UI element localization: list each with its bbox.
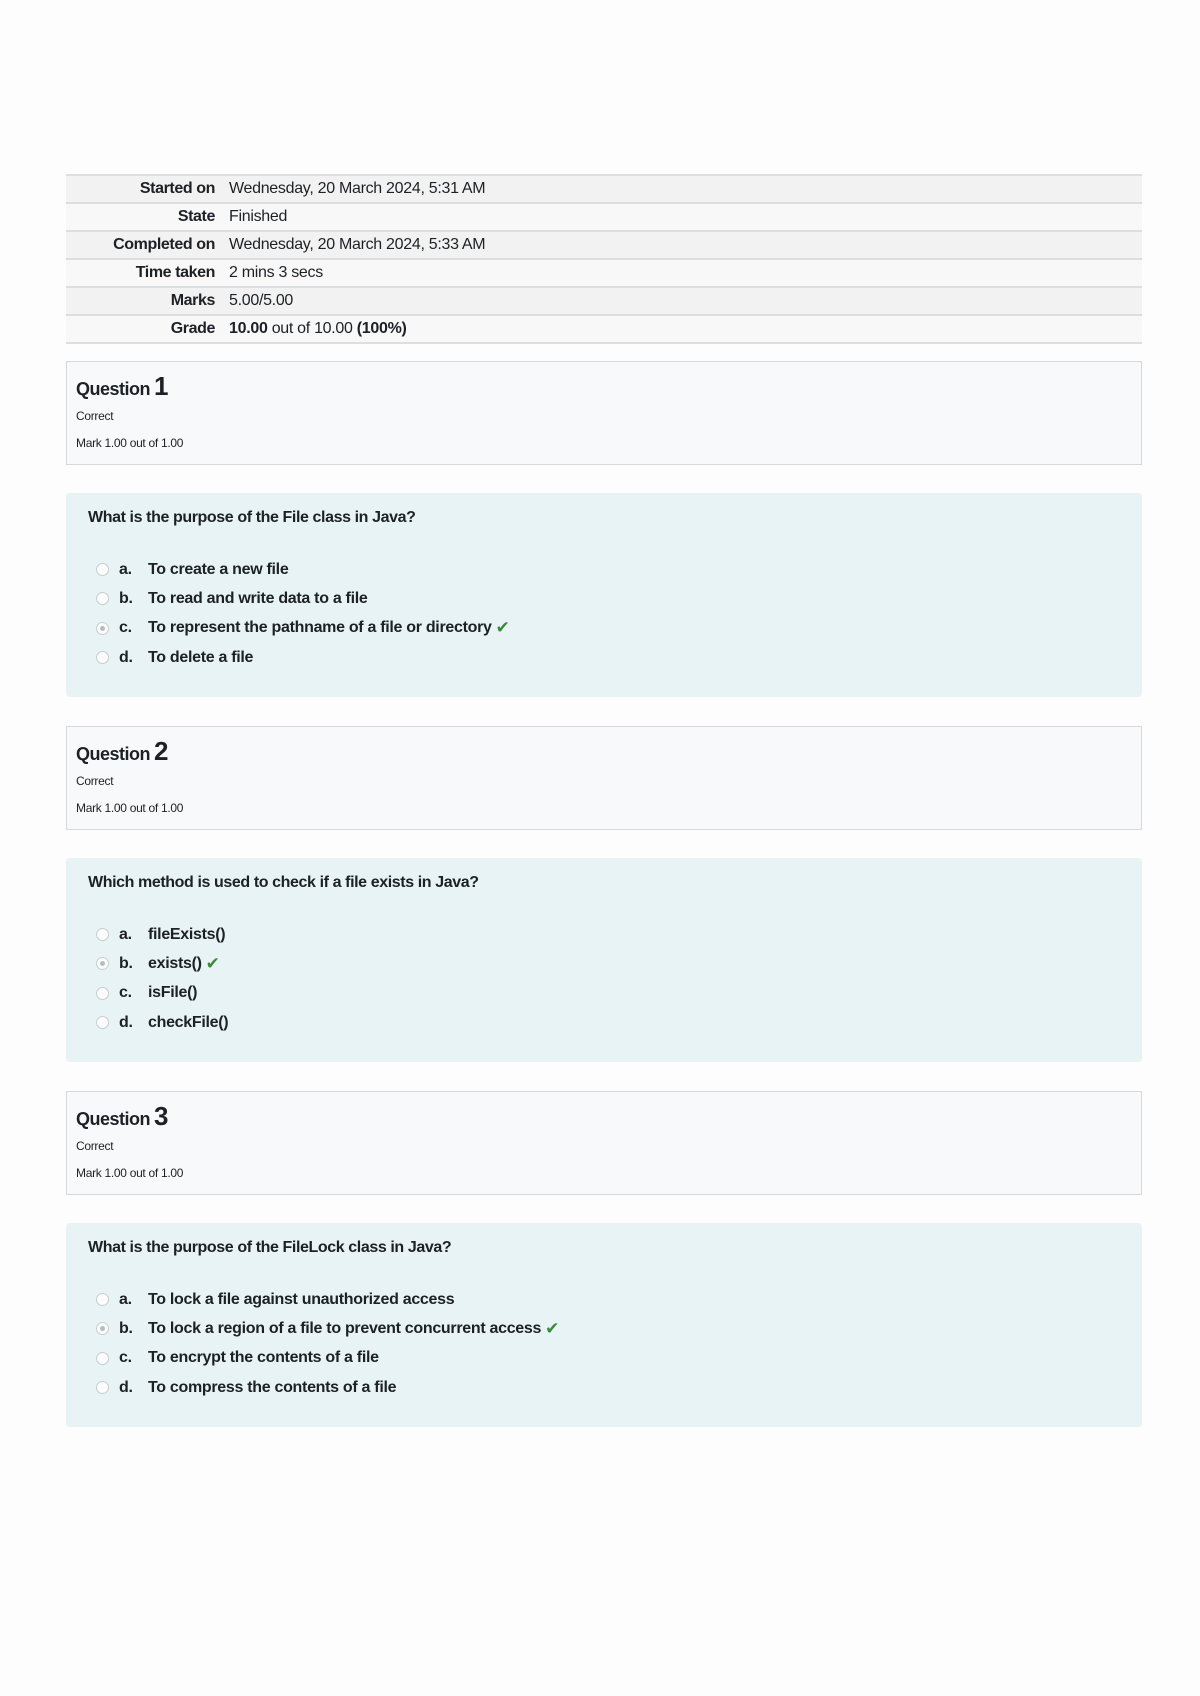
answer-option [88,1285,1120,1314]
answer-option [88,614,1120,643]
option-text: isFile() [148,984,198,1002]
option-letter: c. [119,1349,132,1367]
answer-option [88,1344,1120,1373]
option-letter: a. [119,1290,132,1308]
question-text: What is the purpose of the File class in Java? [88,509,416,526]
summary-label: Started on [66,175,221,203]
option-text: To compress the contents of a file [148,1378,397,1396]
answer-option [88,1373,1120,1402]
question-number [76,372,1132,403]
question-state: Correct [76,409,114,423]
option-text: To encrypt the contents of a file [148,1349,379,1367]
question-info-3 [66,1091,1142,1195]
option-text: fileExists() [148,925,226,943]
option-text: To create a new file [148,560,289,578]
answer-option [88,1008,1120,1037]
question-number-value: 1 [154,371,168,401]
check-icon: ✔ [495,618,510,638]
option-text: To delete a file [148,648,254,666]
question-label: Question [76,379,151,399]
option-text: To represent the pathname of a file or directory [148,619,492,637]
radio-button[interactable] [96,1352,109,1365]
radio-button[interactable] [96,1381,109,1394]
summary-value: Wednesday, 20 March 2024, 5:33 AM [221,231,1142,259]
question-formulation-1 [66,493,1142,697]
summary-row-grade [66,315,1142,343]
summary-label: Time taken [66,259,221,287]
question-grade: Mark 1.00 out of 1.00 [76,1166,184,1180]
option-letter: d. [119,648,133,666]
option-letter: d. [119,1013,133,1031]
summary-value: Wednesday, 20 March 2024, 5:31 AM [221,175,1142,203]
option-letter: b. [119,589,133,607]
radio-button[interactable] [96,987,109,1000]
summary-label: Completed on [66,231,221,259]
answer-option [88,584,1120,613]
question-formulation-2 [66,858,1142,1062]
radio-button[interactable] [96,651,109,664]
question-state: Correct [76,774,114,788]
summary-value: 2 mins 3 secs [221,259,1142,287]
option-letter: a. [119,925,132,943]
question-info-1 [66,361,1142,465]
summary-label: State [66,203,221,231]
check-icon: ✔ [205,953,220,973]
summary-label: Grade [66,315,221,343]
question-text: What is the purpose of the FileLock class in Java? [88,1239,452,1256]
summary-row-started [66,175,1142,203]
quiz-review-page [66,174,1142,1427]
option-text: To lock a region of a file to prevent concurrent access [148,1319,542,1337]
question-info-2 [66,726,1142,830]
answer-option [88,1314,1120,1343]
question-number [76,737,1132,768]
question-number-value: 2 [154,736,168,766]
option-letter: a. [119,560,132,578]
summary-row-state [66,203,1142,231]
check-icon: ✔ [545,1318,560,1338]
option-letter: b. [119,1319,133,1337]
answer-option [88,920,1120,949]
summary-value: 5.00/5.00 [221,287,1142,315]
question-formulation-3 [66,1223,1142,1427]
answer-option [88,555,1120,584]
answer-option [88,949,1120,978]
option-letter: d. [119,1378,133,1396]
summary-row-marks [66,287,1142,315]
option-text: To lock a file against unauthorized access [148,1290,455,1308]
radio-button[interactable] [96,928,109,941]
questions-container [66,361,1142,1427]
question-number-value: 3 [154,1101,168,1131]
answer-option [88,979,1120,1008]
radio-button[interactable] [96,1293,109,1306]
summary-row-completed [66,231,1142,259]
summary-value: Finished [221,203,1142,231]
grade-percent: (100%) [356,320,407,337]
grade-score: 10.00 [229,320,268,337]
answer-options [88,920,1120,1037]
radio-button[interactable] [96,592,109,605]
radio-button[interactable] [96,1322,109,1335]
question-state: Correct [76,1139,114,1153]
grade-out-of: out of 10.00 [267,320,357,337]
option-text: exists() [148,954,202,972]
question-grade: Mark 1.00 out of 1.00 [76,436,184,450]
summary-value [221,315,1142,343]
option-text: To read and write data to a file [148,589,368,607]
answer-options [88,1285,1120,1402]
answer-options [88,555,1120,672]
question-label: Question [76,744,151,764]
question-text: Which method is used to check if a file exists in Java? [88,874,479,891]
question-label: Question [76,1109,151,1129]
option-letter: b. [119,954,133,972]
radio-button[interactable] [96,563,109,576]
option-letter: c. [119,619,132,637]
option-text: checkFile() [148,1013,229,1031]
attempt-summary-table [66,174,1142,344]
question-grade: Mark 1.00 out of 1.00 [76,801,184,815]
summary-label: Marks [66,287,221,315]
radio-button[interactable] [96,1016,109,1029]
summary-row-time-taken [66,259,1142,287]
answer-option [88,643,1120,672]
radio-button[interactable] [96,622,109,635]
option-letter: c. [119,984,132,1002]
question-number [76,1102,1132,1133]
radio-button[interactable] [96,957,109,970]
